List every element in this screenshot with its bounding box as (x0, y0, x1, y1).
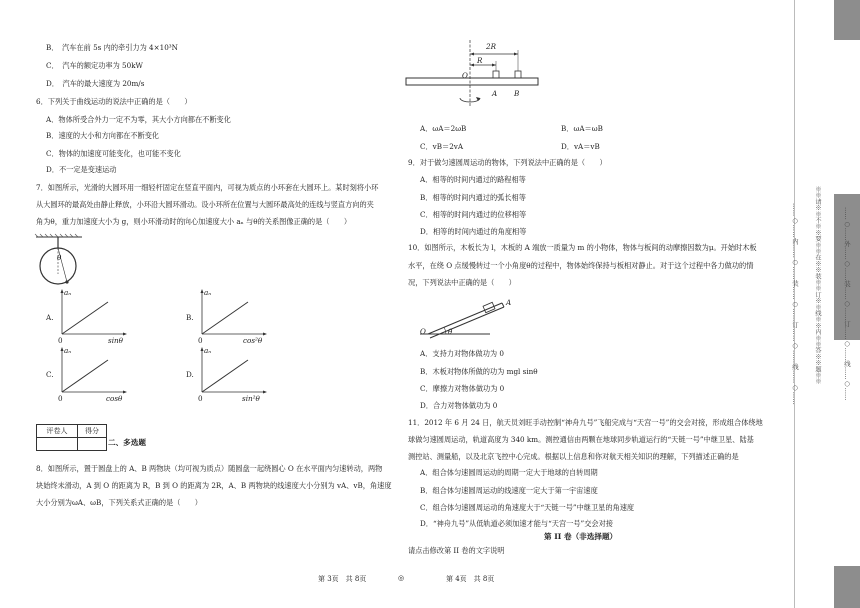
q7-graph-c-origin: 0 (58, 394, 63, 403)
q6-option-b: B．速度的大小和方向都在不断变化 (46, 131, 160, 140)
q10-fig-o-label: O (420, 327, 426, 336)
page-number-right: 第 4页 共 8页 (446, 575, 495, 583)
q8-fig-b-label: B (514, 89, 520, 98)
q8-fig-a-label: A (492, 89, 498, 98)
q8-option-c: C．vB＝2vA (420, 142, 464, 151)
q7-graph-c-ylabel: aₙ (64, 346, 72, 355)
q10-line-1: 10．如图所示，木板长为 l，木板的 A 端放一质量为 m 的小物体，物体与板间的动摩擦因数为μ。开始时木板 (408, 243, 757, 252)
q8-fig-2r-label: 2R (486, 42, 496, 51)
q8-line-2: 块始终未滑动，A 到 O 的距离为 R，B 到 O 的距离为 2R，A、B 两物块的线速度大小分别为 vA、vB，角速度 (36, 481, 392, 490)
q6-stem: 6．下列关于曲线运动的说法中正确的是（ ） (36, 97, 192, 106)
q7-graph-b-ylabel: aₙ (204, 288, 212, 297)
q10-fig-a-label: A (506, 298, 512, 307)
q11-line-1: 11．2012 年 6 月 24 日，航天员刘旺手动控制“神舟九号”飞船完成与“天宫一号”的交会对接，形成组合体绕地 (408, 418, 763, 427)
q10-option-d: D．合力对物体做功为 0 (420, 401, 498, 410)
q7-option-b: B. (186, 313, 194, 322)
q9-option-b: B．相等的时间内通过的弧长相等 (420, 193, 526, 202)
q5-option-d: D． 汽车的最大速度为 20m/s (46, 79, 145, 88)
q7-graph-b-xlabel: cos²θ (243, 336, 263, 345)
q8-turntable-figure (404, 40, 544, 108)
q8-option-d: D．vA＝vB (561, 142, 600, 151)
q5-option-c: C． 汽车的额定功率为 50kW (46, 61, 143, 70)
binding-gray-block-bottom (834, 566, 860, 608)
q9-option-c: C．相等的时间内通过的位移相等 (420, 210, 527, 219)
q11-line-3: 测控站、测量船，以及北京飞控中心完成。根据以上信息和你对航天相关知识的理解，下列描述正确的是 (408, 452, 739, 461)
binding-outer-line-text: ……○……外……○……装……○……订……○……线……○…… (843, 207, 851, 401)
q7-ring-figure (34, 234, 84, 294)
q10-option-c: C．摩擦力对物体做功为 0 (420, 384, 505, 393)
q11-option-a: A．组合体匀速圆周运动的周期一定大于地球的自转周期 (420, 468, 598, 477)
q8-option-b: B．ωA＝ωB (561, 124, 603, 133)
q8-option-a: A．ωA＝2ωB (420, 124, 467, 133)
q7-graph-d-origin: 0 (198, 394, 203, 403)
page-divider-circle: ◎ (398, 574, 405, 582)
q8-line-3: 大小分别为ωA、ωB，下列关系式正确的是（ ） (36, 498, 202, 507)
q7-option-a: A. (46, 313, 54, 322)
q7-line-2: 从大圆环的最高处由静止释放，小环沿大圆环滑动。设小环所在位置与大圆环最高处的连线与竖直方向的夹 (36, 200, 374, 209)
q7-graph-a-origin: 0 (58, 336, 63, 345)
q5-option-b: B． 汽车在前 5s 内的牵引力为 4×10³N (46, 43, 178, 52)
q7-graph-d-xlabel: sin²θ (242, 394, 260, 403)
q8-line-1: 8．如图所示，置于圆盘上的 A、B 两物块（均可视为质点）随圆盘一起绕圆心 O 在水平面内匀速转动，两物 (36, 464, 383, 473)
q7-option-d: D. (186, 370, 194, 379)
q7-line-3: 角为θ，重力加速度大小为 g，则小环滑动时的向心加速度大小 aₙ 与θ的关系图像正确的是（ ） (36, 217, 352, 226)
q7-graph-d-ylabel: aₙ (204, 346, 212, 355)
q11-line-2: 球做匀速圆周运动，轨道高度为 340 km。测控通信由两颗在地球同步轨道运行的“天链一号”中继卫星、陆基 (408, 435, 754, 444)
q8-fig-r-label: R (477, 56, 483, 65)
q10-line-3: 况，下列说法中正确的是（ ） (408, 278, 516, 287)
score-table-evaluator-cell[interactable] (37, 438, 78, 451)
q10-fig-theta-label: θ (448, 327, 453, 336)
q7-graph-c-xlabel: cosθ (106, 394, 123, 403)
q11-option-d: D．“神舟九号”从低轨道必须加速才能与“天宫一号”交会对接 (420, 519, 613, 528)
score-table-evaluator-header: 评卷人 (37, 425, 78, 438)
part2-note: 请点击修改第 II 卷的文字说明 (408, 546, 505, 555)
q6-option-c: C．物体的加速度可能变化，也可能不变化 (46, 149, 181, 158)
q9-option-a: A．相等的时间内通过的路程相等 (420, 175, 526, 184)
q11-option-b: B．组合体匀速圆周运动的线速度一定大于第一宇宙速度 (420, 486, 598, 495)
q10-line-2: 水平，在绕 O 点缓慢转过一个小角度θ的过程中，物体始终保持与板相对静止。对于这个过程中各力做功的情 (408, 261, 754, 270)
page-number-left: 第 3页 共 8页 (318, 575, 367, 583)
q7-graph-a-ylabel: aₙ (64, 288, 72, 297)
q11-option-c: C．组合体匀速圆周运动的角速度大于“天链一号”中继卫星的角速度 (420, 503, 635, 512)
section-heading-multiple-choice: 二、多选题 (108, 438, 146, 447)
score-table (36, 424, 107, 451)
q8-fig-o-label: O (462, 71, 468, 80)
binding-inner-line-text: ……○……内……○……装……○……订……○……线……○…… (791, 202, 799, 406)
q10-option-a: A．支持力对物体做功为 0 (420, 349, 504, 358)
q6-option-d: D．不一定是变速运动 (46, 165, 117, 174)
part2-title: 第 II 卷（非选择题） (544, 532, 618, 541)
binding-gray-block-top (834, 0, 860, 40)
q9-option-d: D．相等的时间内通过的角度相等 (420, 227, 527, 236)
q7-option-c: C. (46, 370, 54, 379)
binding-warning-text: ※※请※※不※※要※※在※※装※※订※※线※※内※※答※※题※※ (814, 186, 821, 385)
score-table-score-header: 得分 (78, 425, 107, 438)
score-table-score-cell[interactable] (78, 438, 107, 451)
q6-option-a: A．物体所受合外力一定不为零，其大小方向都在不断变化 (46, 115, 231, 124)
q10-plank-figure (418, 292, 528, 338)
q7-graph-b-origin: 0 (198, 336, 203, 345)
q7-theta-label: θ (57, 253, 62, 262)
q7-line-1: 7．如图所示，光滑的大圆环用一细轻杆固定在竖直平面内，可视为质点的小环套在大圆环上。某时刻将小环 (36, 183, 379, 192)
q10-option-b: B．木板对物体所做的功为 mgl sinθ (420, 367, 538, 376)
q9-stem: 9．对于做匀速圆周运动的物体，下列说法中正确的是（ ） (408, 158, 607, 167)
q7-graph-a-xlabel: sinθ (108, 336, 123, 345)
